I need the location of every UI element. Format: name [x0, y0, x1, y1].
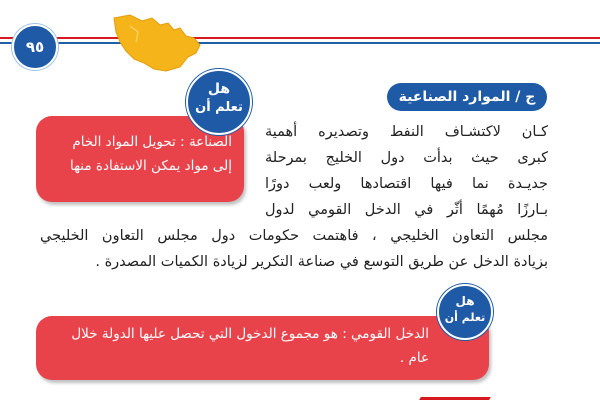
- did-you-know-badge: [437, 284, 493, 340]
- did-you-know-text: الصناعة : تحويل المواد الخام إلى مواد يمكن الاستفادة منها: [69, 134, 232, 174]
- badge-label-top: هل: [455, 294, 475, 308]
- footer-red-mark: [419, 397, 491, 400]
- section-heading: ج / الموارد الصناعية: [387, 83, 547, 111]
- paragraph-oil-discovery: [265, 119, 548, 223]
- badge-label-top: هل: [207, 81, 231, 97]
- paragraph-line: جديـدة نما فيها اقتصادها ولعب دورًا: [265, 176, 548, 192]
- paragraph-line: كبرى حيث بدأت دول الخليج بمرحلة: [265, 150, 548, 166]
- badge-label-bottom: تعلم أن: [444, 311, 486, 324]
- did-you-know-badge: [186, 69, 252, 135]
- paragraph-line: بزيادة الدخل عن طريق التوسع في صناعة التكرير لزيادة الكميات المصدرة .: [95, 254, 548, 270]
- header-red-line: [0, 37, 600, 39]
- header-blue-line: [0, 42, 600, 44]
- did-you-know-box-national-income: [36, 316, 489, 380]
- paragraph-line: بـارزًا مُهمًا أثّر في الدخل القومي لدول: [265, 202, 548, 218]
- paragraph-line: كـان لاكتشـاف النفط وتصديره أهمية: [265, 124, 548, 140]
- gulf-map-icon: [108, 12, 204, 74]
- paragraph-gcc-refining: [40, 223, 548, 275]
- did-you-know-text: الدخل القومي : هو مجموع الدخول التي تحصل عليها الدولة خلال عام .: [71, 326, 429, 366]
- paragraph-line: مجلس التعاون الخليجي ، فاهتمت حكومات دول مجلس التعاون الخليجي: [40, 228, 548, 244]
- badge-label-bottom: تعلم أن: [195, 100, 243, 115]
- page-number: ٩٥: [12, 24, 58, 70]
